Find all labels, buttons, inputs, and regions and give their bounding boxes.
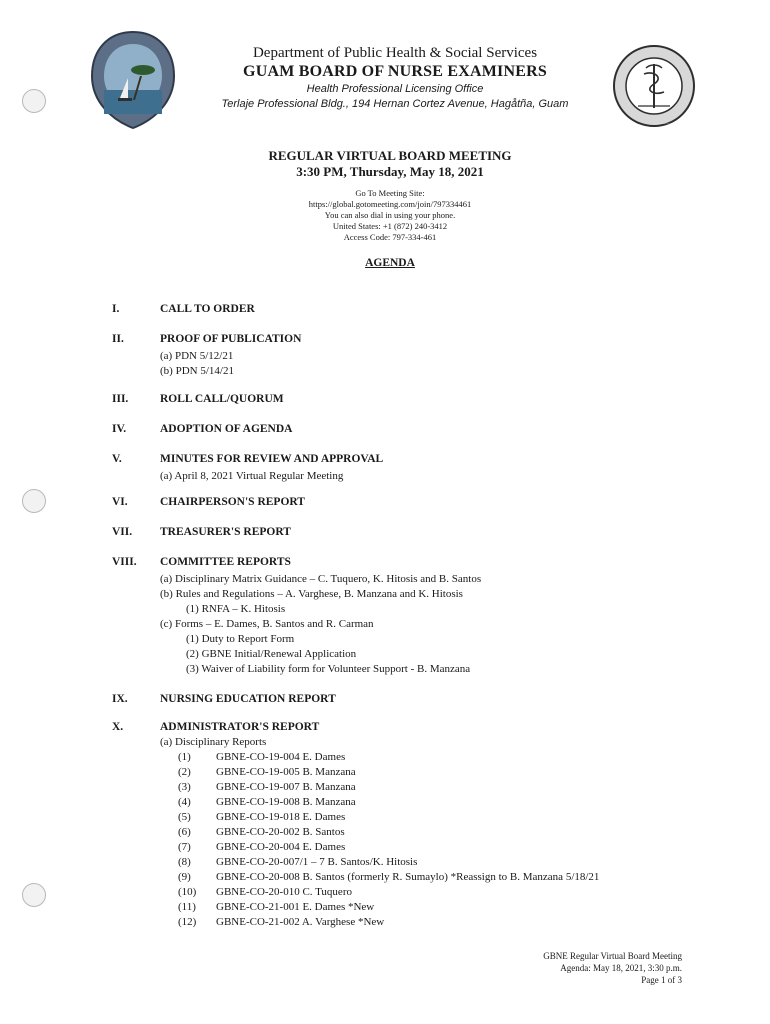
agenda-item-title: CALL TO ORDER [160, 303, 255, 315]
punch-hole-middle [22, 489, 46, 513]
disciplinary-number: (12) [178, 916, 197, 928]
disciplinary-case: GBNE-CO-20-008 B. Santos (formerly R. Sumaylo) *Reassign to B. Manzana 5/18/21 [216, 871, 600, 883]
agenda-item-title: MINUTES FOR REVIEW AND APPROVAL [160, 453, 384, 465]
disciplinary-number: (5) [178, 811, 191, 823]
page-footer [543, 950, 682, 986]
disciplinary-case: GBNE-CO-19-007 B. Manzana [216, 781, 356, 793]
right-seal-text: PUBLIC HEALTH SOCIAL SERVICES [654, 124, 671, 125]
punch-hole-bottom [22, 883, 46, 907]
disciplinary-number: (4) [178, 796, 191, 808]
agenda-item-number: VIII. [112, 556, 137, 568]
agenda-item-title: ADMINISTRATOR'S REPORT [160, 721, 320, 733]
agenda-subitem: (b) Rules and Regulations – A. Varghese, B. Manzana and K. Hitosis [160, 588, 463, 600]
agenda-heading: AGENDA [365, 257, 415, 269]
agenda-item-title: COMMITTEE REPORTS [160, 556, 291, 568]
disciplinary-number: (3) [178, 781, 191, 793]
agenda-item-title: ROLL CALL/QUORUM [160, 393, 284, 405]
disciplinary-number: (8) [178, 856, 191, 868]
meeting-url-link[interactable]: https://global.gotomeeting.com/join/797334461 [308, 199, 472, 209]
public-health-seal-icon [612, 44, 696, 128]
agenda-item-number: V. [112, 453, 122, 465]
disciplinary-number: (1) [178, 751, 191, 763]
agenda-item-number: IV. [112, 423, 127, 435]
disciplinary-case: GBNE-CO-19-005 B. Manzana [216, 766, 356, 778]
disciplinary-case: GBNE-CO-19-008 B. Manzana [216, 796, 356, 808]
agenda-item-number: VII. [112, 526, 133, 538]
office-address: Terlaje Professional Bldg., 194 Hernan Cortez Avenue, Hagåtña, Guam [221, 98, 569, 110]
agenda-item-number: I. [112, 303, 120, 315]
agenda-item-title: PROOF OF PUBLICATION [160, 333, 302, 345]
punch-hole-top [22, 89, 46, 113]
agenda-item-number: IX. [112, 693, 128, 705]
disciplinary-case: GBNE-CO-21-002 A. Varghese *New [216, 916, 385, 928]
disciplinary-case: GBNE-CO-20-007/1 – 7 B. Santos/K. Hitosis [216, 856, 418, 868]
meeting-info [180, 148, 600, 269]
agenda-subitem: (2) GBNE Initial/Renewal Application [186, 648, 357, 660]
left-seal-text: Guam Board of Nurse Examiners [133, 130, 147, 131]
agenda-subitem: (a) Disciplinary Reports [160, 736, 267, 748]
disciplinary-number: (11) [178, 901, 196, 913]
disciplinary-case: GBNE-CO-20-002 B. Santos [216, 826, 345, 838]
agenda-item-title: NURSING EDUCATION REPORT [160, 693, 336, 705]
disciplinary-case: GBNE-CO-20-010 C. Tuquero [216, 886, 352, 898]
disciplinary-number: (10) [178, 886, 197, 898]
footer-agenda-date: Agenda: May 18, 2021, 3:30 p.m. [560, 963, 682, 973]
access-code: Access Code: 797-334-461 [343, 232, 437, 242]
disciplinary-case: GBNE-CO-20-004 E. Dames [216, 841, 346, 853]
disciplinary-case: GBNE-CO-21-001 E. Dames *New [216, 901, 375, 913]
disciplinary-number: (9) [178, 871, 191, 883]
agenda-subitem: (a) April 8, 2021 Virtual Regular Meeting [160, 470, 344, 482]
agenda-subitem: (a) PDN 5/12/21 [160, 350, 234, 362]
footer-meeting-name: GBNE Regular Virtual Board Meeting [543, 951, 682, 961]
agenda-item-title: ADOPTION OF AGENDA [160, 423, 293, 435]
board-name: GUAM BOARD OF NURSE EXAMINERS [243, 63, 547, 80]
meeting-title: REGULAR VIRTUAL BOARD MEETING [268, 148, 512, 163]
agenda-item-title: CHAIRPERSON'S REPORT [160, 496, 305, 508]
meeting-time: 3:30 PM, Thursday, May 18, 2021 [296, 164, 484, 179]
dial-note: You can also dial in using your phone. [324, 210, 456, 220]
agenda-subitem: (3) Waiver of Liability form for Volunteer Support - B. Manzana [186, 663, 471, 675]
nurse-board-seal-icon [88, 28, 178, 132]
agenda-subitem: (b) PDN 5/14/21 [160, 365, 234, 377]
agenda-subitem: (1) RNFA – K. Hitosis [186, 603, 286, 615]
agenda-subitem: (a) Disciplinary Matrix Guidance – C. Tuquero, K. Hitosis and B. Santos [160, 573, 482, 585]
agenda-item-number: II. [112, 333, 124, 345]
agenda-item-title: TREASURER'S REPORT [160, 526, 291, 538]
agenda-item-number: III. [112, 393, 129, 405]
agenda-subitem: (1) Duty to Report Form [186, 633, 295, 645]
department-name: Department of Public Health & Social Services [252, 45, 538, 61]
footer-page-number: Page 1 of 3 [641, 975, 682, 985]
letterhead [190, 44, 600, 112]
meeting-site-label: Go To Meeting Site: [355, 188, 425, 198]
agenda-item-number: X. [112, 721, 124, 733]
phone-number: United States: +1 (872) 240-3412 [332, 221, 448, 231]
disciplinary-number: (6) [178, 826, 191, 838]
disciplinary-number: (2) [178, 766, 191, 778]
disciplinary-case: GBNE-CO-19-004 E. Dames [216, 751, 346, 763]
disciplinary-case: GBNE-CO-19-018 E. Dames [216, 811, 346, 823]
office-name: Health Professional Licensing Office [306, 83, 484, 95]
agenda-subitem: (c) Forms – E. Dames, B. Santos and R. Carman [160, 618, 374, 630]
disciplinary-number: (7) [178, 841, 191, 853]
agenda-item-number: VI. [112, 496, 128, 508]
